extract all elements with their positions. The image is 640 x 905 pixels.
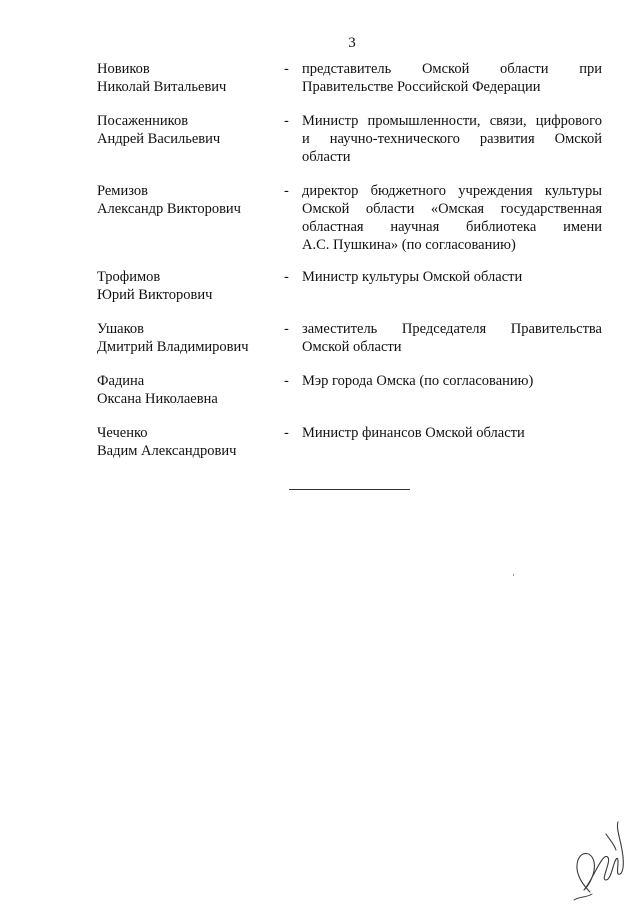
- position-word: Правительства: [510, 321, 602, 337]
- member-position: [302, 112, 602, 166]
- position-line: [302, 200, 602, 218]
- member-given-names: Александр Викторович: [97, 201, 241, 217]
- separator-dash: -: [284, 61, 289, 77]
- position-line: [302, 182, 602, 200]
- member-position: [302, 268, 602, 286]
- member-position: [302, 182, 602, 254]
- member-position: [302, 372, 602, 390]
- position-word: развития: [479, 131, 535, 147]
- position-line: [302, 78, 602, 96]
- position-line: [302, 268, 602, 286]
- member-name: [97, 424, 277, 460]
- member-given-names: Николай Витальевич: [97, 79, 227, 95]
- position-word: Омской области: [302, 339, 402, 355]
- position-word: области: [500, 61, 549, 77]
- position-word: Председателя: [401, 321, 487, 337]
- member-surname: Фадина: [97, 373, 145, 389]
- position-word: Правительстве Российской Федерации: [302, 79, 541, 95]
- member-given-names: Андрей Васильевич: [97, 131, 221, 147]
- member-name: [97, 320, 277, 356]
- position-word: области: [302, 149, 351, 165]
- separator-dash: -: [284, 425, 289, 441]
- position-line: [302, 320, 602, 338]
- position-word: области: [365, 201, 415, 217]
- member-name: [97, 182, 277, 218]
- position-word: Министр: [302, 113, 359, 129]
- member-surname: Трофимов: [97, 269, 161, 285]
- position-line: [302, 218, 602, 236]
- separator-dash: -: [284, 113, 289, 129]
- position-line: [302, 338, 602, 356]
- member-given-names: Дмитрий Владимирович: [97, 339, 249, 355]
- position-word: учреждения: [458, 183, 533, 199]
- position-line: [302, 130, 602, 148]
- member-position: [302, 424, 602, 442]
- member-name: [97, 372, 277, 408]
- member-surname: Ушаков: [97, 321, 144, 337]
- position-word: библиотека: [466, 219, 537, 235]
- member-surname: Ремизов: [97, 183, 148, 199]
- position-word: бюджетного: [370, 183, 446, 199]
- position-word: Министр финансов Омской области: [302, 425, 525, 441]
- separator-dash: -: [284, 183, 289, 199]
- position-word: Омской: [554, 131, 602, 147]
- member-given-names: Вадим Александрович: [97, 443, 237, 459]
- position-word: А.С. Пушкина» (по согласованию): [302, 237, 516, 253]
- member-position: [302, 320, 602, 356]
- position-word: и: [302, 131, 310, 147]
- scan-speck: [513, 574, 514, 576]
- separator-dash: -: [284, 321, 289, 337]
- member-name: [97, 112, 277, 148]
- separator-dash: -: [284, 269, 289, 285]
- position-word: научная: [390, 219, 440, 235]
- position-word: «Омская: [430, 201, 485, 217]
- page-number: 3: [348, 35, 356, 51]
- position-word: научно-технического: [329, 131, 460, 147]
- position-word: Мэр города Омска (по согласованию): [302, 373, 534, 389]
- position-line: [302, 424, 602, 442]
- member-position: [302, 60, 602, 96]
- member-name: [97, 268, 277, 304]
- separator-dash: -: [284, 373, 289, 389]
- member-given-names: Оксана Николаевна: [97, 391, 218, 407]
- position-word: представитель: [302, 61, 392, 77]
- member-surname: Новиков: [97, 61, 150, 77]
- position-line: [302, 60, 602, 78]
- handwritten-signature: [566, 814, 632, 904]
- member-name: [97, 60, 277, 96]
- position-word: Омской: [302, 201, 350, 217]
- member-surname: Посаженников: [97, 113, 189, 129]
- position-word: имени: [563, 219, 602, 235]
- position-word: цифрового: [535, 113, 602, 129]
- position-line: [302, 372, 602, 390]
- member-given-names: Юрий Викторович: [97, 287, 213, 303]
- position-word: Министр культуры Омской области: [302, 269, 523, 285]
- position-word: заместитель: [302, 321, 378, 337]
- position-word: культуры: [544, 183, 602, 199]
- position-word: Омской: [421, 61, 470, 77]
- position-line: [302, 148, 602, 166]
- position-line: [302, 236, 602, 254]
- position-word: промышленности,: [367, 113, 481, 129]
- position-word: при: [579, 61, 602, 77]
- position-word: связи,: [489, 113, 527, 129]
- position-line: [302, 112, 602, 130]
- end-of-list-rule: [289, 489, 410, 490]
- position-word: государственная: [500, 201, 602, 217]
- position-word: областная: [302, 219, 364, 235]
- position-word: директор: [302, 183, 359, 199]
- member-surname: Чеченко: [97, 425, 148, 441]
